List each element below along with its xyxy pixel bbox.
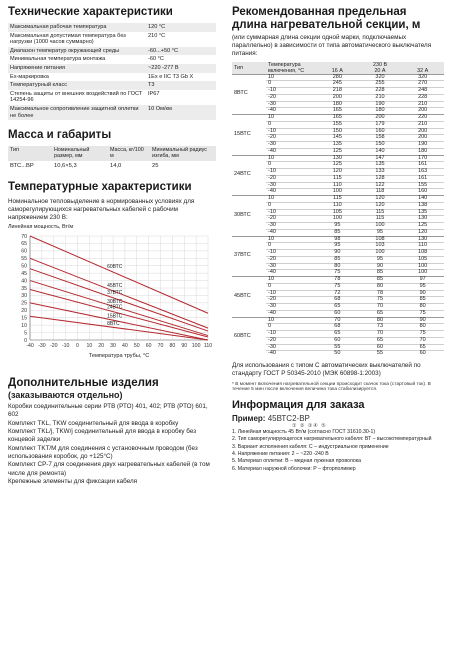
length-value-cell: 190 xyxy=(401,142,444,149)
length-value-cell: 60 xyxy=(401,351,444,357)
length-value-cell: 115 xyxy=(359,216,402,223)
length-temp-cell: 10 xyxy=(266,317,316,324)
length-value-cell: 70 xyxy=(359,331,402,338)
mass-cell-size: 10,6×5,3 xyxy=(54,162,77,169)
length-temp-cell: -30 xyxy=(266,263,316,270)
spec-value: ~220 -277 В xyxy=(146,64,216,73)
mass-header-size: Номинальный размер, мм xyxy=(52,146,108,160)
length-value-cell: 75 xyxy=(316,270,359,277)
length-temp-cell: -40 xyxy=(266,148,316,155)
y-tick-label: 35 xyxy=(21,285,27,292)
length-value-cell: 60 xyxy=(316,337,359,344)
order-example-code: 45ВТС2-ВР xyxy=(267,414,310,424)
spec-label: Максимальное сопротивление защитной оплетки не более xyxy=(8,105,146,120)
length-value-cell: 160 xyxy=(359,128,402,135)
series-label: 8ВТС xyxy=(107,321,120,328)
length-value-cell: 120 xyxy=(359,196,402,203)
length-temp-cell: 10 xyxy=(266,196,316,203)
length-value-cell: 130 xyxy=(401,216,444,223)
length-temp-cell: 10 xyxy=(266,155,316,162)
length-value-cell: 122 xyxy=(359,182,402,189)
length-value-cell: 115 xyxy=(316,175,359,182)
length-value-cell: 130 xyxy=(316,155,359,162)
length-table xyxy=(232,62,444,358)
length-value-cell: 103 xyxy=(359,243,402,250)
length-temp-cell: -20 xyxy=(266,216,316,223)
length-header-type: Тип xyxy=(232,62,266,75)
x-tick-label: -20 xyxy=(49,343,58,350)
length-value-cell: 210 xyxy=(401,101,444,108)
length-value-cell: 210 xyxy=(359,94,402,101)
y-tick-label: 50 xyxy=(21,263,27,270)
length-temp-cell: -20 xyxy=(266,256,316,263)
accessory-item: Коробки соединительные серии РТВ (РТО) 401, 402; РТВ (РТО) 601, 602 xyxy=(8,403,208,419)
specs-table xyxy=(8,23,216,120)
spec-label: Максимальная рабочая температура xyxy=(8,23,146,32)
length-value-cell: 165 xyxy=(316,115,359,122)
length-value-cell: 95 xyxy=(316,243,359,250)
length-value-cell: 110 xyxy=(401,243,444,250)
length-temp-cell: -30 xyxy=(266,344,316,351)
spec-label: Температурный класс xyxy=(8,81,146,90)
length-temp-cell: 0 xyxy=(266,243,316,250)
length-value-cell: 95 xyxy=(401,283,444,290)
length-value-cell: 80 xyxy=(401,304,444,311)
length-value-cell: 98 xyxy=(316,236,359,243)
length-value-cell: 100 xyxy=(401,263,444,270)
spec-row xyxy=(8,73,216,82)
length-value-cell: 170 xyxy=(401,155,444,162)
length-temp-cell: -10 xyxy=(266,331,316,338)
length-value-cell: 179 xyxy=(359,121,402,128)
length-value-cell: 270 xyxy=(401,81,444,88)
y-tick-label: 15 xyxy=(21,315,27,322)
length-value-cell: 90 xyxy=(359,263,402,270)
spec-row xyxy=(8,55,216,64)
x-tick-label: 80 xyxy=(169,343,176,350)
length-value-cell: 150 xyxy=(359,142,402,149)
y-tick-label: 10 xyxy=(21,323,27,330)
length-value-cell: 125 xyxy=(316,148,359,155)
series-label: 24ВТС xyxy=(107,304,123,311)
length-value-cell: 135 xyxy=(359,162,402,169)
length-temp-cell: -10 xyxy=(266,88,316,95)
inrush-footnote-text: В момент включения нагревательной секции происходит скачок тока (стартовый ток). В течение 5 мин после включения величина тока стабилизируется. xyxy=(232,381,431,393)
length-value-cell: 85 xyxy=(401,297,444,304)
spec-value: Т3 xyxy=(146,81,216,90)
spec-value: 210 °С xyxy=(148,32,166,39)
length-value-cell: 70 xyxy=(316,317,359,324)
length-value-cell: 200 xyxy=(401,108,444,115)
length-value-cell: 60 xyxy=(359,344,402,351)
spec-row xyxy=(8,47,216,56)
length-header-temp: Температура включения, °С xyxy=(266,62,316,75)
length-value-cell: 110 xyxy=(316,202,359,209)
length-value-cell: 65 xyxy=(401,344,444,351)
length-value-cell: 108 xyxy=(359,236,402,243)
length-temp-cell: -40 xyxy=(266,351,316,357)
length-temp-cell: 0 xyxy=(266,81,316,88)
length-value-cell: 50 xyxy=(316,351,359,357)
length-value-cell: 155 xyxy=(316,121,359,128)
length-value-cell: 130 xyxy=(401,236,444,243)
power-chart xyxy=(8,232,216,365)
spec-value: -60...+50 °С xyxy=(146,47,216,56)
spec-value: IP67 xyxy=(148,90,160,97)
breaker-note: Для использования с типом С автоматических выключателей по стандарту ГОСТ Р 50345-2010 (МЭК 60898-1:2003) xyxy=(232,362,421,378)
x-tick-label: 30 xyxy=(110,343,116,350)
length-value-cell: 145 xyxy=(316,135,359,142)
length-temp-cell: -30 xyxy=(266,304,316,311)
x-tick-label: 100 xyxy=(191,343,201,350)
length-temp-cell: 10 xyxy=(266,115,316,122)
length-temp-cell: -30 xyxy=(266,142,316,149)
spec-value: 10 Ом/км xyxy=(146,105,216,120)
length-temp-cell: 10 xyxy=(266,236,316,243)
length-value-cell: 78 xyxy=(359,290,402,297)
accessories-title: Дополнительные изделия xyxy=(8,377,159,390)
x-tick-label: -30 xyxy=(38,343,46,350)
length-header-20a: 20 А xyxy=(359,68,402,75)
length-cable-type: 8ВТС xyxy=(232,74,266,115)
length-value-cell: 100 xyxy=(359,223,402,230)
length-header-16a: 16 А xyxy=(316,68,359,75)
spec-label: Степень защиты от внешних воздействий по ГОСТ 14254-96 xyxy=(10,90,143,104)
length-value-cell: 73 xyxy=(359,324,402,331)
mass-title: Масса и габариты xyxy=(8,129,112,142)
length-value-cell: 75 xyxy=(401,331,444,338)
length-temp-cell: -10 xyxy=(266,250,316,257)
length-value-cell: 163 xyxy=(401,169,444,176)
series-label: 60ВТС xyxy=(107,264,123,271)
length-value-cell: 68 xyxy=(316,297,359,304)
length-value-cell: 228 xyxy=(359,88,402,95)
y-tick-label: 25 xyxy=(21,300,27,307)
temp-title: Температурные характеристики xyxy=(8,180,192,193)
length-value-cell: 115 xyxy=(316,196,359,203)
spec-value: -60 °С xyxy=(148,56,164,63)
series-label: 37ВТС xyxy=(107,290,123,297)
length-value-cell: 200 xyxy=(359,115,402,122)
length-value-cell: 72 xyxy=(316,290,359,297)
length-temp-cell: 0 xyxy=(266,283,316,290)
length-temp-cell: 0 xyxy=(266,202,316,209)
x-tick-label: 70 xyxy=(157,343,164,350)
order-item: 4. Напряжение питания: 2 – ~220 -240 В xyxy=(232,451,329,457)
accessory-item: Комплект TKL/j, TKW/j соединительный для ввода в коробку без концевой заделки xyxy=(8,428,197,444)
order-example-markers: ① ② ③④ ⑤ xyxy=(292,423,327,430)
length-title-line2: длина нагревательной секции, м xyxy=(232,19,421,31)
length-temp-cell: -40 xyxy=(266,189,316,196)
spec-label: Ex-маркировка xyxy=(10,73,49,80)
length-temp-cell: 10 xyxy=(266,74,316,81)
length-value-cell: 100 xyxy=(316,216,359,223)
specs-title: Технические характеристики xyxy=(8,6,173,18)
order-item: 3. Вариант исполнения кабеля: С – индустриальное применение xyxy=(232,443,389,450)
inrush-footnote: * В момент включения нагревательной секции происходит скачок тока (стартовый ток). В течение 5 мин после включения величина тока стабилизируется. xyxy=(232,381,431,393)
order-item: 1. Линейная мощность 45 Вт/м (согласно ГОСТ 31610.30-1) xyxy=(232,429,376,436)
length-intro: (или суммарная длина секции одной марки, подключаемых параллельно) в зависимости от типа автоматического выключателя питания: xyxy=(232,34,432,58)
length-value-cell: 65 xyxy=(316,304,359,311)
accessories-list xyxy=(8,403,216,486)
length-value-cell: 110 xyxy=(316,182,359,189)
length-value-cell: 80 xyxy=(401,324,444,331)
length-value-cell: 55 xyxy=(316,344,359,351)
length-temp-cell: -10 xyxy=(266,290,316,297)
length-value-cell: 210 xyxy=(401,121,444,128)
length-temp-cell: -20 xyxy=(266,297,316,304)
length-value-cell: 95 xyxy=(359,229,402,236)
length-value-cell: 95 xyxy=(359,256,402,263)
length-temp-cell: 0 xyxy=(266,162,316,169)
length-value-cell: 200 xyxy=(401,135,444,142)
length-temp-cell: -10 xyxy=(266,128,316,135)
length-cable-type: 45ВТС xyxy=(232,277,266,318)
length-title-line1: Рекомендованная предельная xyxy=(232,6,407,18)
length-value-cell: 95 xyxy=(316,223,359,230)
length-value-cell: 150 xyxy=(316,128,359,135)
length-temp-cell: -40 xyxy=(266,229,316,236)
x-tick-label: 50 xyxy=(133,343,140,350)
left-column xyxy=(8,6,216,486)
right-column xyxy=(232,6,444,473)
length-value-cell: 135 xyxy=(316,142,359,149)
length-cable-type: 37ВТС xyxy=(232,236,266,277)
length-value-cell: 90 xyxy=(316,250,359,257)
length-temp-cell: -20 xyxy=(266,337,316,344)
length-value-cell: 128 xyxy=(359,175,402,182)
order-title: Информация для заказа xyxy=(232,399,365,412)
spec-row xyxy=(8,81,216,90)
series-line xyxy=(30,313,208,340)
length-value-cell: 135 xyxy=(401,209,444,216)
length-value-cell: 80 xyxy=(316,263,359,270)
length-value-cell: 165 xyxy=(316,108,359,115)
accessories-subtitle: (заказываются отдельно) xyxy=(8,390,123,401)
chart-x-axis-label: Температура трубы, °С xyxy=(88,353,150,360)
length-value-cell: 75 xyxy=(359,297,402,304)
mass-cell-type: ВТС...ВР xyxy=(10,162,34,169)
length-temp-cell: -20 xyxy=(266,135,316,142)
length-value-cell: 65 xyxy=(316,331,359,338)
spec-label: Минимальная температура монтажа xyxy=(10,56,106,63)
length-value-cell: 80 xyxy=(359,283,402,290)
length-value-cell: 200 xyxy=(401,128,444,135)
x-tick-label: 10 xyxy=(86,343,93,350)
length-temp-cell: -30 xyxy=(266,182,316,189)
length-header-voltage: 230 В xyxy=(316,62,444,68)
y-tick-label: 55 xyxy=(21,256,27,263)
length-temp-cell: -20 xyxy=(266,175,316,182)
length-temp-cell: -40 xyxy=(266,310,316,317)
length-temp-cell: -40 xyxy=(266,270,316,277)
x-tick-label: 90 xyxy=(181,343,188,350)
mass-cell-weight: 14,0 xyxy=(110,162,122,169)
spec-label: Диапазон температур окружающей среды xyxy=(8,47,146,56)
length-value-cell: 228 xyxy=(401,94,444,101)
y-tick-label: 0 xyxy=(24,337,27,344)
length-value-cell: 140 xyxy=(359,148,402,155)
x-tick-label: 110 xyxy=(203,343,213,350)
y-tick-label: 45 xyxy=(21,271,27,278)
length-value-cell: 147 xyxy=(359,155,402,162)
length-value-cell: 70 xyxy=(359,304,402,311)
length-value-cell: 220 xyxy=(401,115,444,122)
length-value-cell: 108 xyxy=(401,250,444,257)
length-value-cell: 120 xyxy=(359,202,402,209)
length-value-cell: 90 xyxy=(401,317,444,324)
length-value-cell: 75 xyxy=(401,310,444,317)
length-value-cell: 125 xyxy=(401,223,444,230)
accessory-item: Крепежные элементы для фиксации кабеля xyxy=(8,477,138,485)
spec-value: 120 °С xyxy=(146,23,216,32)
length-temp-cell: -30 xyxy=(266,101,316,108)
length-temp-cell: 0 xyxy=(266,324,316,331)
length-value-cell: 68 xyxy=(316,324,359,331)
length-value-cell: 105 xyxy=(401,256,444,263)
length-value-cell: 97 xyxy=(401,277,444,284)
length-cable-type: 30ВТС xyxy=(232,196,266,237)
length-value-cell: 180 xyxy=(359,108,402,115)
y-tick-label: 20 xyxy=(21,308,27,315)
length-value-cell: 155 xyxy=(401,182,444,189)
length-value-cell: 158 xyxy=(359,135,402,142)
length-value-cell: 85 xyxy=(316,256,359,263)
y-tick-label: 65 xyxy=(21,241,27,248)
length-value-cell: 138 xyxy=(401,202,444,209)
length-value-cell: 100 xyxy=(316,189,359,196)
length-value-cell: 133 xyxy=(359,169,402,176)
order-list xyxy=(232,429,444,473)
length-value-cell: 120 xyxy=(316,169,359,176)
y-tick-label: 70 xyxy=(21,233,27,240)
length-temp-cell: 0 xyxy=(266,121,316,128)
x-tick-label: -10 xyxy=(61,343,70,350)
y-tick-label: 40 xyxy=(21,278,27,285)
spec-row xyxy=(8,23,216,32)
length-temp-cell: -40 xyxy=(266,108,316,115)
length-value-cell: 78 xyxy=(316,277,359,284)
spec-label: Максимальная допустимая температура без нагрузки (1000 часов суммарно) xyxy=(10,32,126,46)
length-value-cell: 65 xyxy=(359,310,402,317)
mass-header-type: Тип xyxy=(8,146,52,160)
temp-description: Номинальное тепловыделение в нормированных условиях для саморегулирующихся нагревательных кабелей с рабочим напряжением 230 В: xyxy=(8,197,195,221)
x-tick-label: 20 xyxy=(98,343,105,350)
length-value-cell: 65 xyxy=(359,337,402,344)
length-value-cell: 90 xyxy=(401,290,444,297)
order-example-label: Пример: xyxy=(232,414,266,424)
length-value-cell: 161 xyxy=(401,162,444,169)
spec-row xyxy=(8,64,216,73)
y-tick-label: 30 xyxy=(21,293,27,300)
length-value-cell: 245 xyxy=(316,81,359,88)
length-value-cell: 100 xyxy=(401,270,444,277)
x-tick-label: 40 xyxy=(122,343,128,350)
length-value-cell: 75 xyxy=(316,283,359,290)
length-temp-cell: -10 xyxy=(266,169,316,176)
length-value-cell: 160 xyxy=(401,189,444,196)
length-value-cell: 80 xyxy=(359,317,402,324)
length-value-cell: 85 xyxy=(316,229,359,236)
length-temp-cell: 10 xyxy=(266,277,316,284)
length-value-cell: 105 xyxy=(316,209,359,216)
length-value-cell: 125 xyxy=(316,162,359,169)
length-value-cell: 115 xyxy=(359,209,402,216)
length-temp-cell: -10 xyxy=(266,209,316,216)
length-cable-type: 15ВТС xyxy=(232,115,266,156)
length-value-cell: 180 xyxy=(401,148,444,155)
length-value-cell: 55 xyxy=(359,351,402,357)
series-label: 45ВТС xyxy=(107,283,123,290)
length-value-cell: 120 xyxy=(401,229,444,236)
length-value-cell: 320 xyxy=(359,74,402,81)
length-value-cell: 190 xyxy=(359,101,402,108)
y-tick-label: 60 xyxy=(21,248,27,255)
power-chart-svg xyxy=(8,232,216,360)
chart-y-axis-label: Линейная мощность, Вт/м xyxy=(8,224,74,231)
spec-value: 1Ex e IIC T3 Gb X xyxy=(148,73,194,80)
mass-header-radius: Минимальный радиус изгиба, мм xyxy=(150,146,216,160)
series-label: 30ВТС xyxy=(107,299,123,306)
series-label: 15ВТС xyxy=(107,313,123,320)
length-value-cell: 320 xyxy=(401,74,444,81)
accessory-item: Комплект TKT/M для соединения с установочным проводом (без использования коробок, до +125°С) xyxy=(8,444,198,460)
x-tick-label: 60 xyxy=(145,343,152,350)
order-item: 2. Тип саморегулирующегося нагревательного кабеля: ВТ – высокотемпературный xyxy=(232,436,432,443)
spec-row xyxy=(8,90,216,105)
accessory-item: Комплект TKL, TKW соединительный для ввода в коробку xyxy=(8,419,179,427)
length-value-cell: 85 xyxy=(359,270,402,277)
length-value-cell: 85 xyxy=(359,277,402,284)
mass-table xyxy=(8,146,216,170)
order-example xyxy=(232,414,444,423)
length-value-cell: 161 xyxy=(401,175,444,182)
length-value-cell: 100 xyxy=(359,250,402,257)
length-value-cell: 140 xyxy=(401,196,444,203)
x-tick-label: 0 xyxy=(76,343,79,350)
order-item: 6. Материал наружной оболочки: Р – фторполимер xyxy=(232,465,356,472)
length-header-32a: 32 А xyxy=(401,68,444,75)
mass-header-weight: Масса, кг/100 м xyxy=(108,146,150,160)
length-value-cell: 248 xyxy=(401,88,444,95)
spec-row xyxy=(8,32,216,47)
length-value-cell: 70 xyxy=(401,337,444,344)
order-item: 5. Материал оплетки: В – медная луженая проволока xyxy=(232,458,362,465)
length-value-cell: 255 xyxy=(359,81,402,88)
length-value-cell: 200 xyxy=(316,94,359,101)
length-temp-cell: -30 xyxy=(266,223,316,230)
y-tick-label: 5 xyxy=(24,330,27,337)
length-cable-type: 60ВТС xyxy=(232,317,266,357)
spec-row xyxy=(8,105,216,120)
length-cable-type: 24ВТС xyxy=(232,155,266,196)
length-value-cell: 118 xyxy=(359,189,402,196)
length-temp-cell: -20 xyxy=(266,94,316,101)
mass-cell-radius: 25 xyxy=(152,162,159,169)
spec-label: Напряжение питания xyxy=(8,64,146,73)
accessory-item: Комплект CP-7 для соединения двух нагревательных кабелей (в том числе для ремонта) xyxy=(8,461,210,477)
length-value-cell: 218 xyxy=(316,88,359,95)
length-value-cell: 180 xyxy=(316,101,359,108)
length-value-cell: 280 xyxy=(316,74,359,81)
x-tick-label: -40 xyxy=(26,343,34,350)
length-value-cell: 60 xyxy=(316,310,359,317)
